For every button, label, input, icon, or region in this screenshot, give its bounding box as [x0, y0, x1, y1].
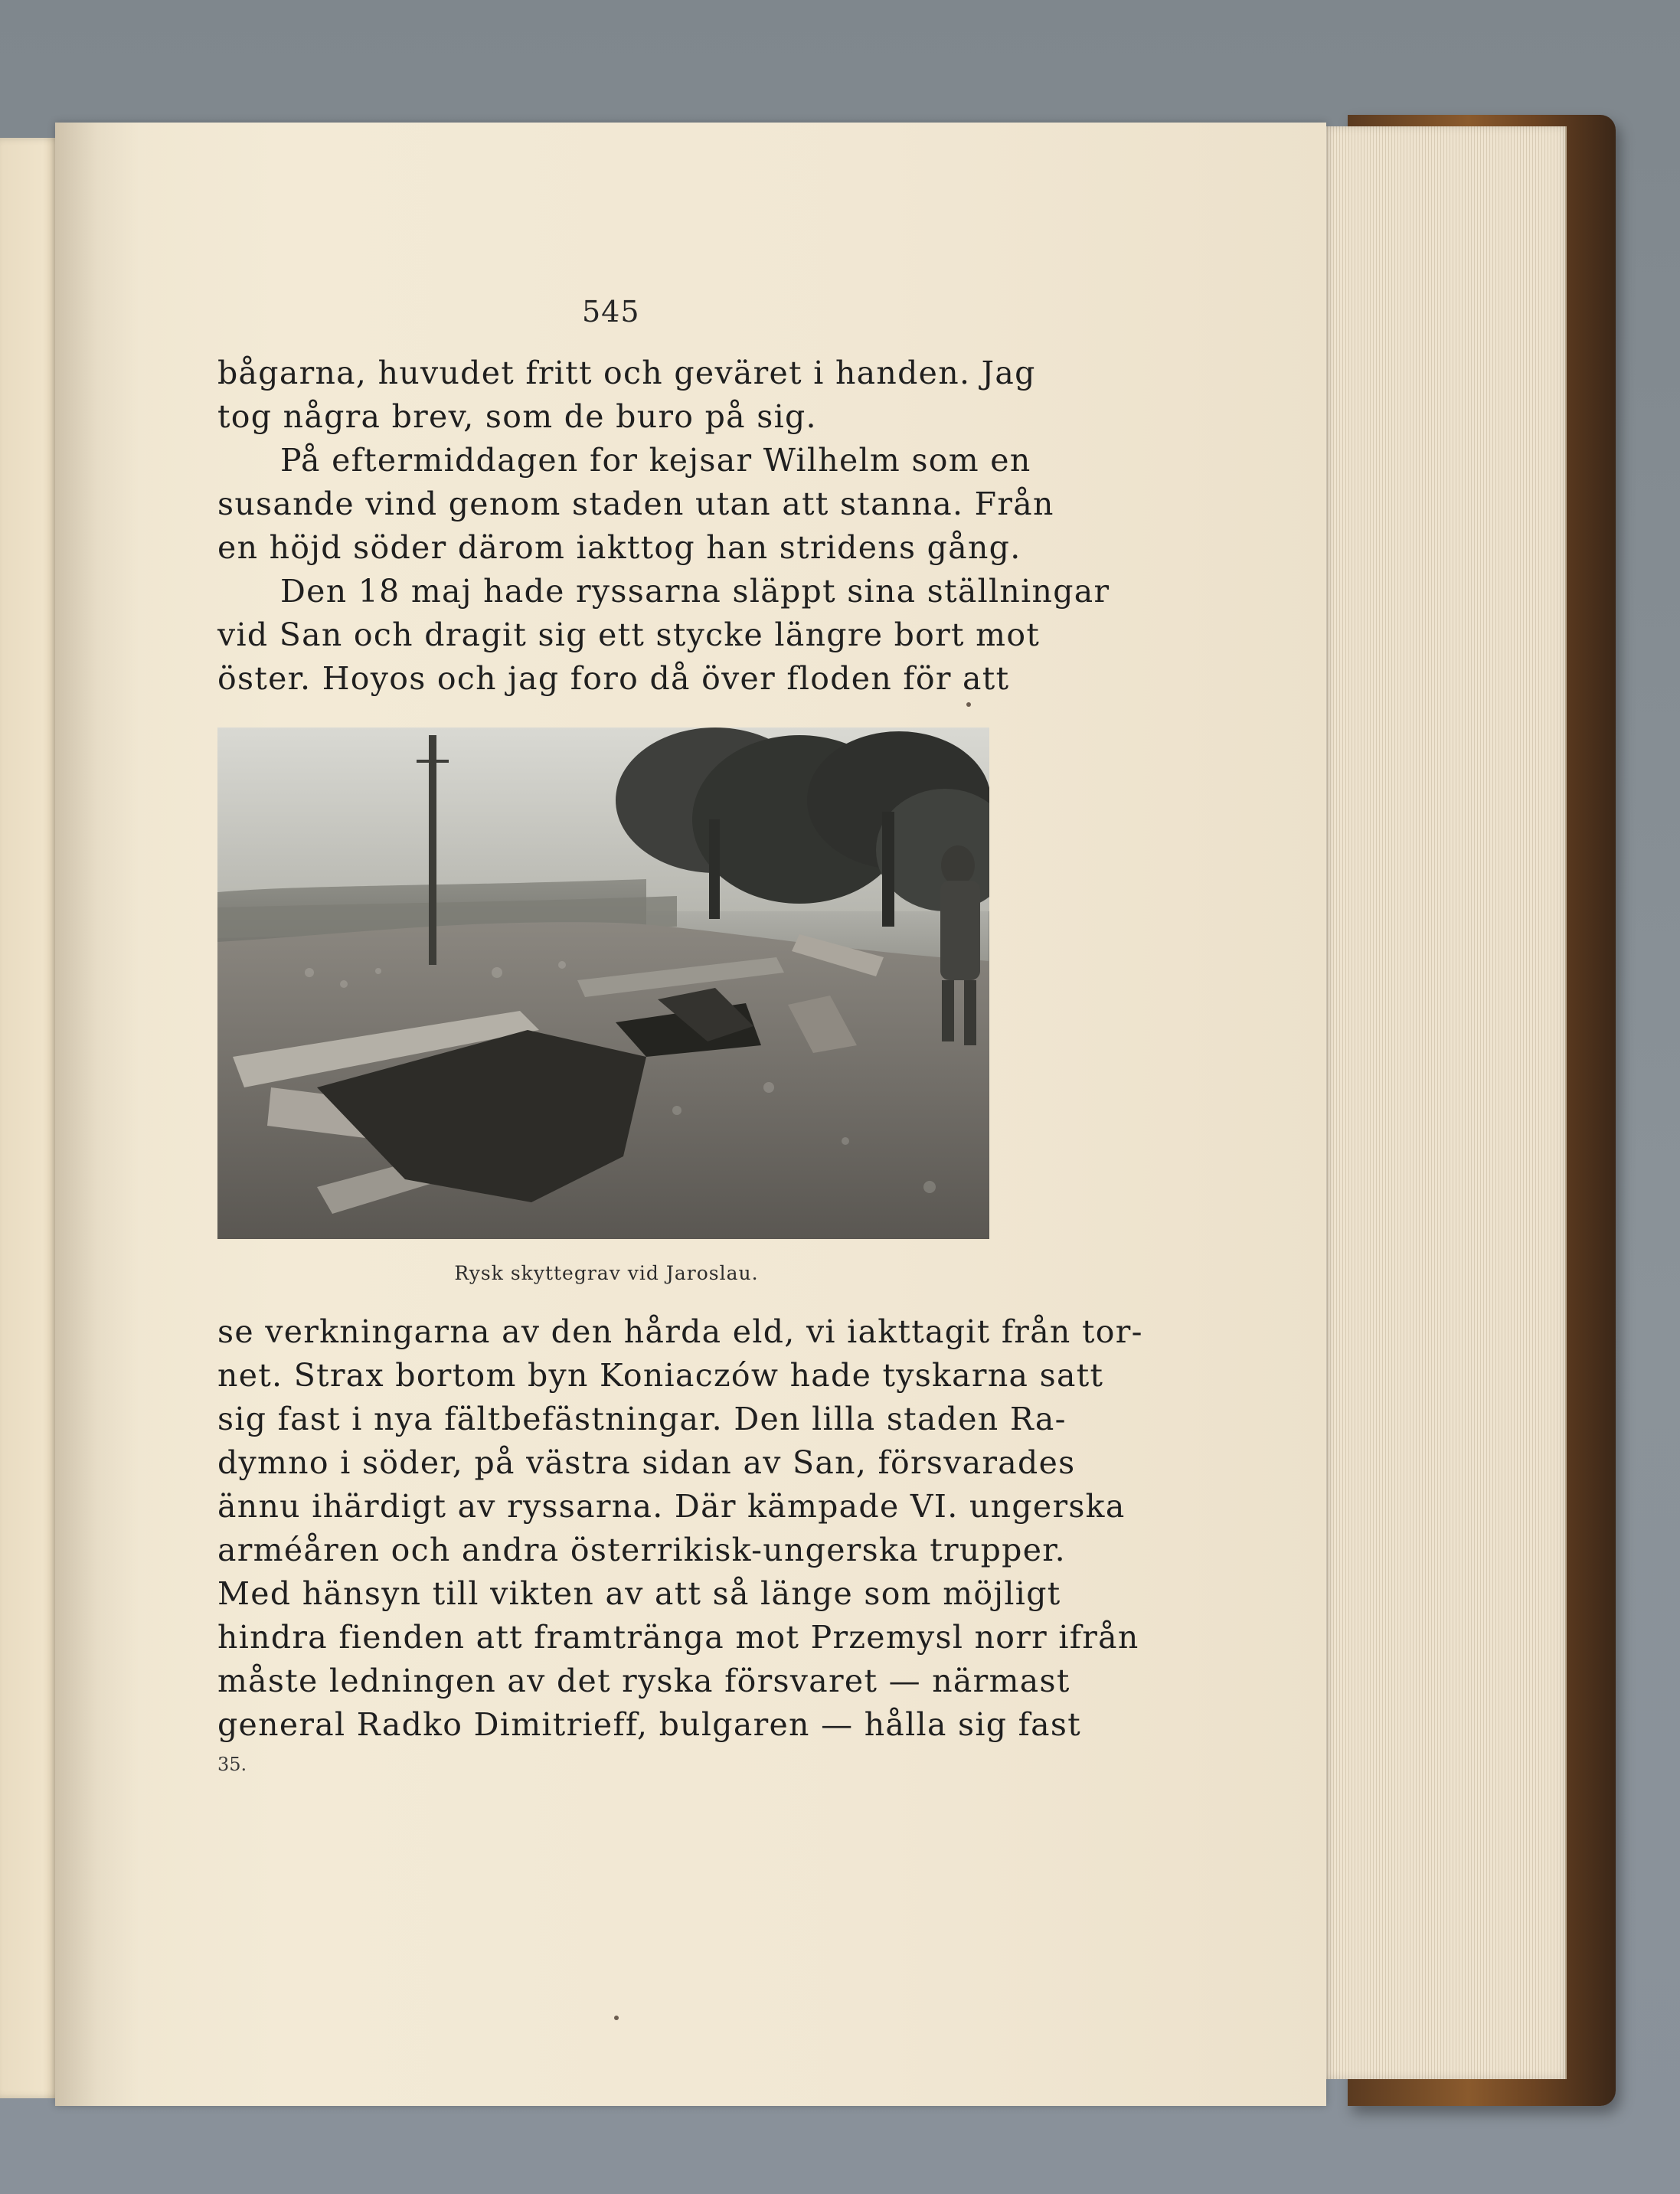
- page-number: 545: [582, 295, 640, 329]
- text-line: tog några brev, som de buro på sig.: [217, 398, 817, 435]
- page-speck: [614, 2016, 619, 2020]
- text-line: bågarna, huvudet fritt och geväret i handen. Jag: [217, 355, 1036, 391]
- text-line: sig fast i nya fältbefästningar. Den lilla staden Ra-: [217, 1401, 1067, 1437]
- text-line: net. Strax bortom byn Koniaczów hade tyskarna satt: [217, 1357, 1104, 1394]
- page-speck: [966, 702, 971, 707]
- text-line: general Radko Dimitrieff, bulgaren — hålla sig fast: [217, 1706, 1082, 1743]
- signature-mark: 35.: [217, 1754, 247, 1775]
- photo-caption: Rysk skyttegrav vid Jaroslau.: [454, 1262, 759, 1284]
- text-line: Den 18 maj hade ryssarna släppt sina ställningar: [280, 573, 1110, 610]
- text-line: arméåren och andra österrikisk-ungerska trupper.: [217, 1532, 1066, 1568]
- text-line: måste ledningen av det ryska försvaret — närmast: [217, 1663, 1070, 1699]
- trench-photo-svg: [217, 728, 989, 1239]
- text-line: se verkningarna av den hårda eld, vi iakttagit från tor-: [217, 1313, 1143, 1350]
- text-line: På eftermiddagen for kejsar Wilhelm som en: [280, 442, 1031, 479]
- photo-pole: [429, 735, 436, 965]
- photo-pole-crossarm: [417, 760, 449, 763]
- text-line: vid San och dragit sig ett stycke längre bort mot: [217, 616, 1041, 653]
- left-page-edge: [0, 138, 61, 2098]
- trench-photograph: [217, 728, 989, 1239]
- text-line: susande vind genom staden utan att stanna. Från: [217, 486, 1054, 522]
- text-line: öster. Hoyos och jag foro då över floden för att: [217, 660, 1010, 697]
- text-line: Med hänsyn till vikten av att så länge som möjligt: [217, 1575, 1061, 1612]
- bottom-text-block: [217, 1310, 1143, 1747]
- text-line: en höjd söder därom iakttog han stridens gång.: [217, 529, 1021, 566]
- top-text-block: [217, 351, 1110, 701]
- text-line: dymno i söder, på västra sidan av San, försvarades: [217, 1444, 1076, 1481]
- text-line: ännu ihärdigt av ryssarna. Där kämpade VI. ungerska: [217, 1488, 1126, 1525]
- page-stack-edge: [1323, 126, 1567, 2079]
- text-line: hindra fienden att framtränga mot Przemysl norr ifrån: [217, 1619, 1139, 1656]
